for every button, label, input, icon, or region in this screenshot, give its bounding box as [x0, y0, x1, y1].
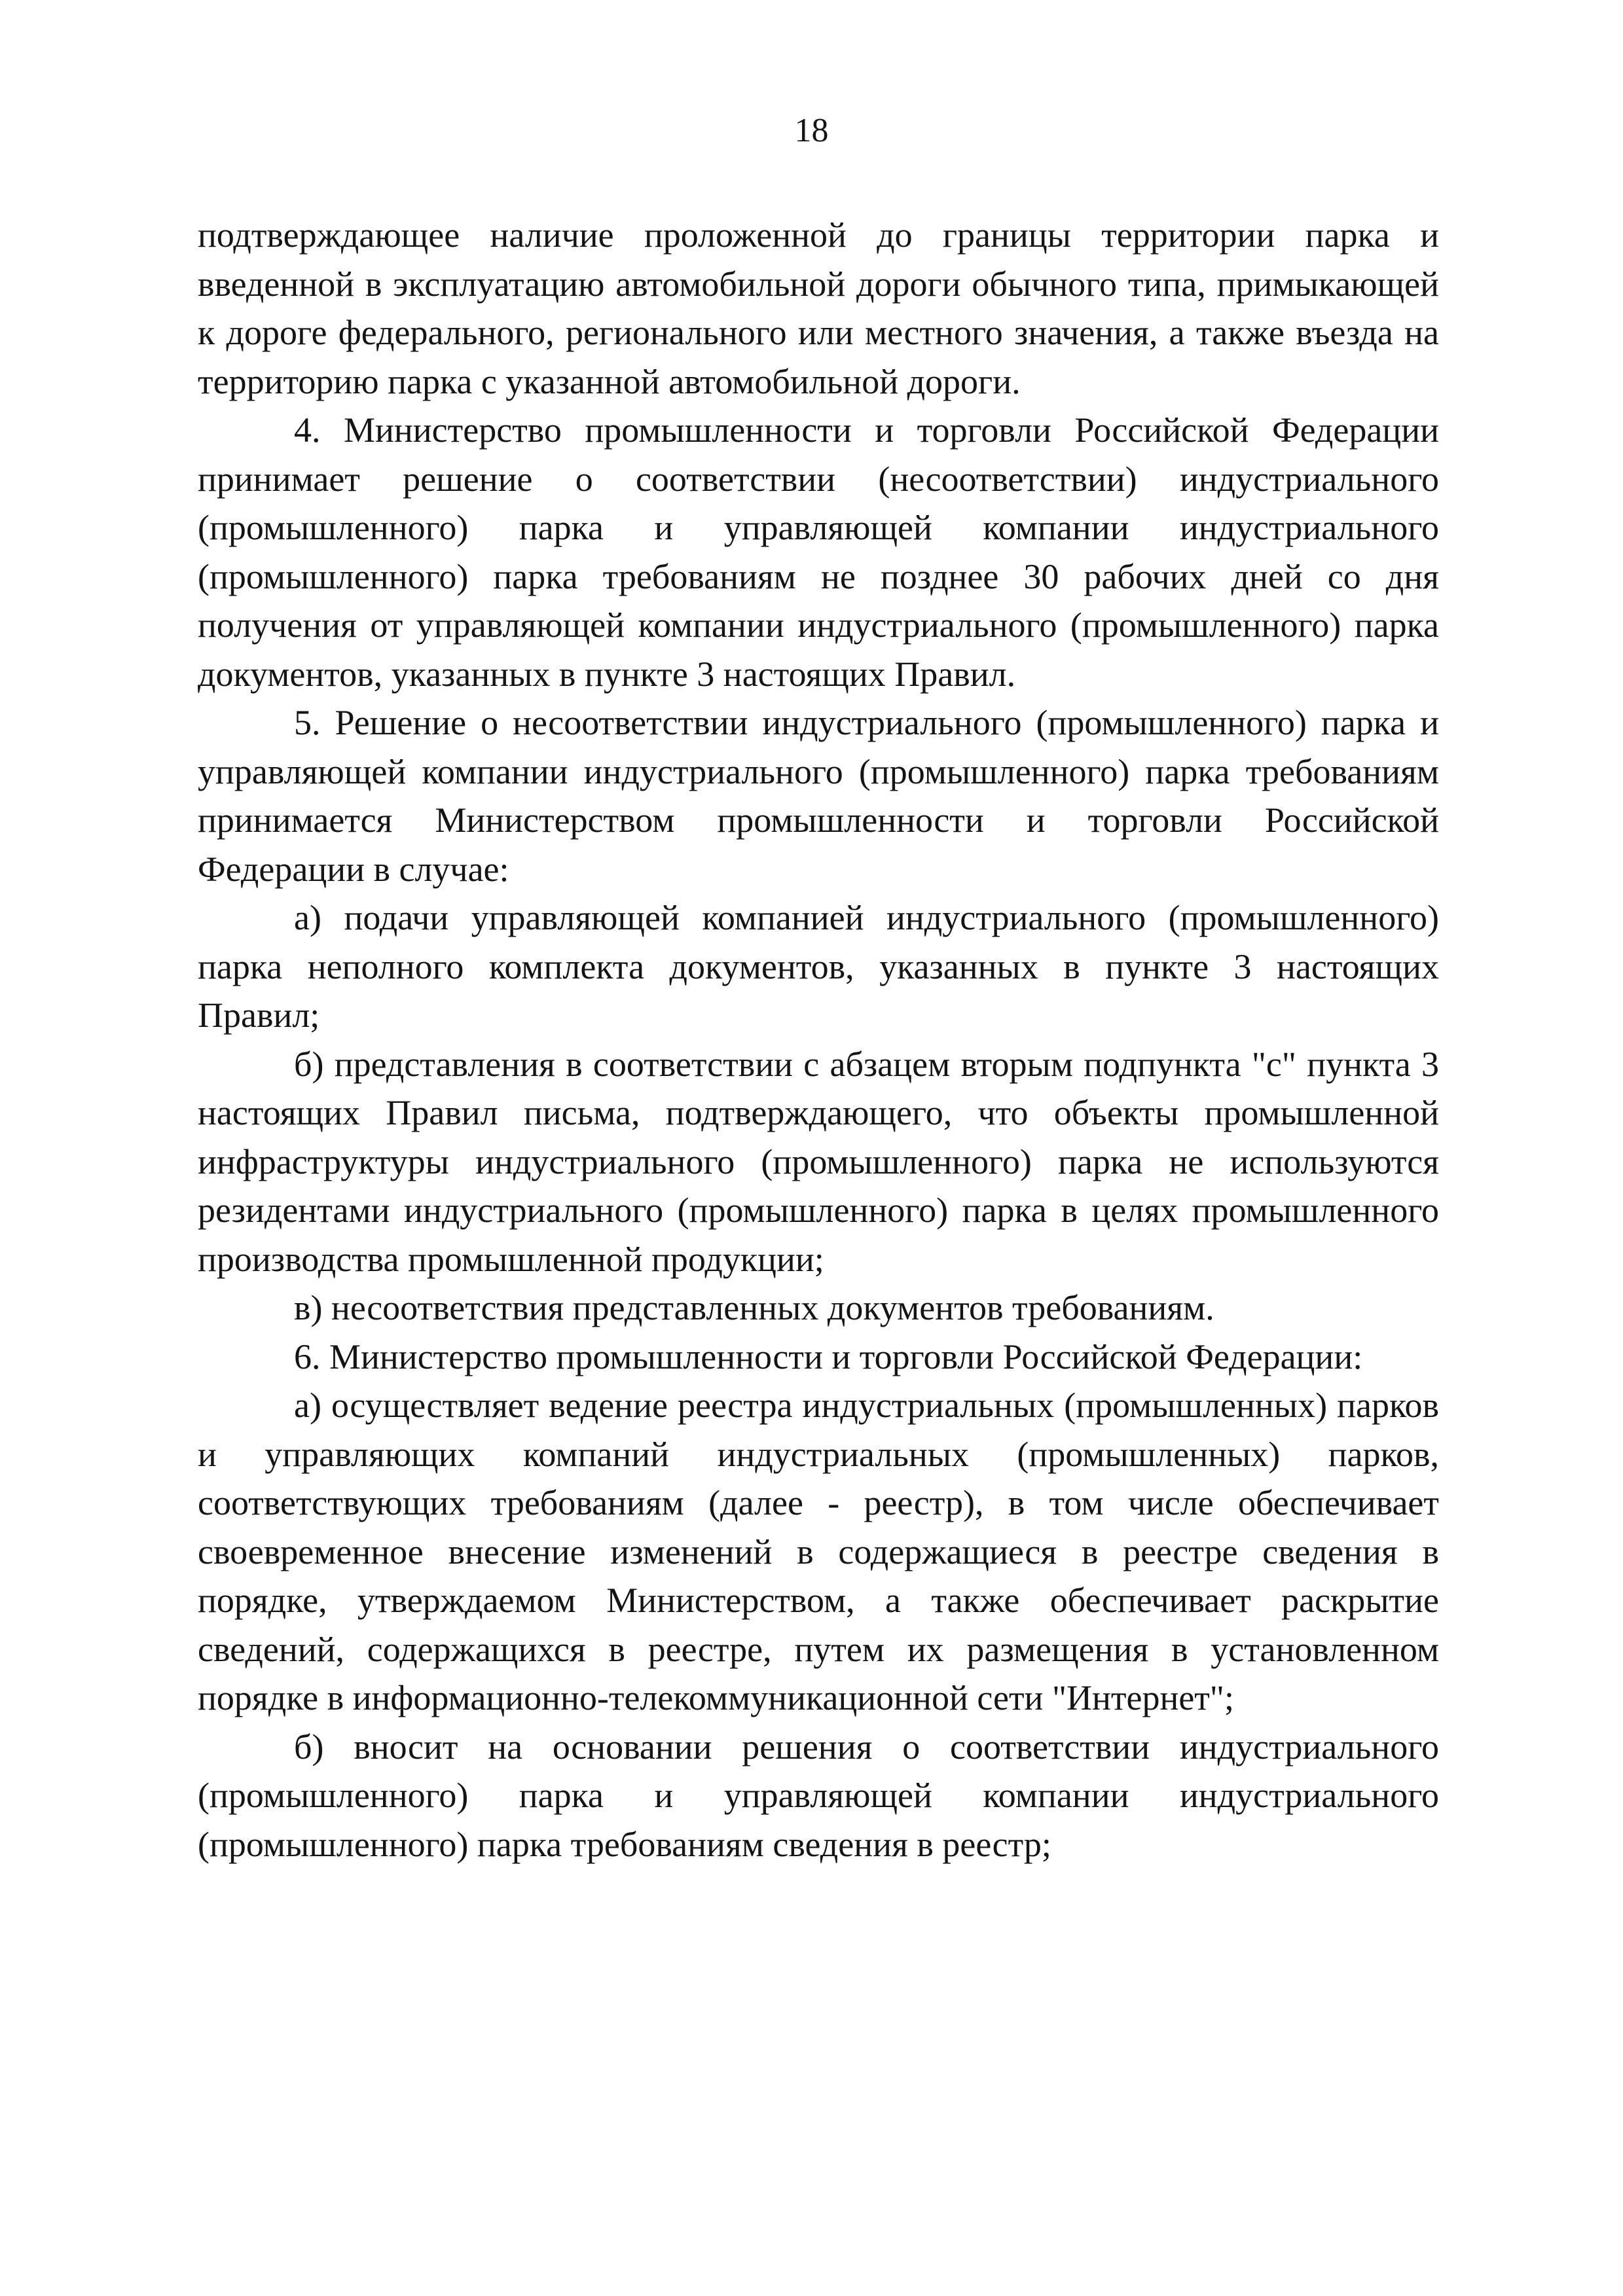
paragraph-continuation: подтверждающее наличие проложенной до границы территории парка и введенной в эксплуатацию автомобильной дороги обычного типа, примыкающей к дороге федерального, регионального или местного значения, а также въезда на территорию парка с указанной автомобильной дороги.	[198, 215, 1439, 401]
paragraph-item-6: 6. Министерство промышленности и торговли Российской Федерации:	[294, 1336, 1363, 1376]
document-body	[198, 211, 1439, 1869]
paragraph-item-5-a: а) подачи управляющей компанией индустриального (промышленного) парка неполного комплекта документов, указанных в пункте 3 настоящих Правил;	[198, 898, 1439, 1035]
paragraph-item-6-b: б) вносит на основании решения о соответствии индустриального (промышленного) парка и управляющей компании индустриального (промышленного) парка требованиям сведения в реестр;	[198, 1727, 1439, 1864]
paragraph-item-5-v: в) несоответствия представленных документов требованиям.	[294, 1288, 1214, 1327]
paragraph-item-4: 4. Министерство промышленности и торговли Российской Федерации принимает решение о соответствии (несоответствии) индустриального (промышленного) парка и управляющей компании индустриального (промышленного) парка требованиям не позднее 30 рабочих дней со дня получения от управляющей компании индустриального (промышленного) парка документов, указанных в пункте 3 настоящих Правил.	[198, 410, 1439, 694]
paragraph-item-5-b: б) представления в соответствии с абзацем вторым подпункта "с" пункта 3 настоящих Правил письма, подтверждающего, что объекты промышленной инфраструктуры индустриального (промышленного) парка не используются резидентами индустриального (промышленного) парка в целях промышленного производства промышленной продукции;	[198, 1044, 1439, 1279]
page-number: 18	[794, 112, 829, 149]
paragraph-item-6-a: а) осуществляет ведение реестра индустриальных (промышленных) парков и управляющих компаний индустриальных (промышленных) парков, соответствующих требованиям (далее - реестр), в том числе обеспечивает своевременное внесение изменений в содержащиеся в реестре сведения в порядке, утверждаемом Министерством, а также обеспечивает раскрытие сведений, содержащихся в реестре, путем их размещения в установленном порядке в информационно-телекоммуникационной сети "Интернет";	[198, 1386, 1439, 1717]
paragraph-item-5: 5. Решение о несоответствии индустриального (промышленного) парка и управляющей компании индустриального (промышленного) парка требованиям принимается Министерством промышленности и торговли Российской Федерации в случае:	[198, 703, 1439, 889]
